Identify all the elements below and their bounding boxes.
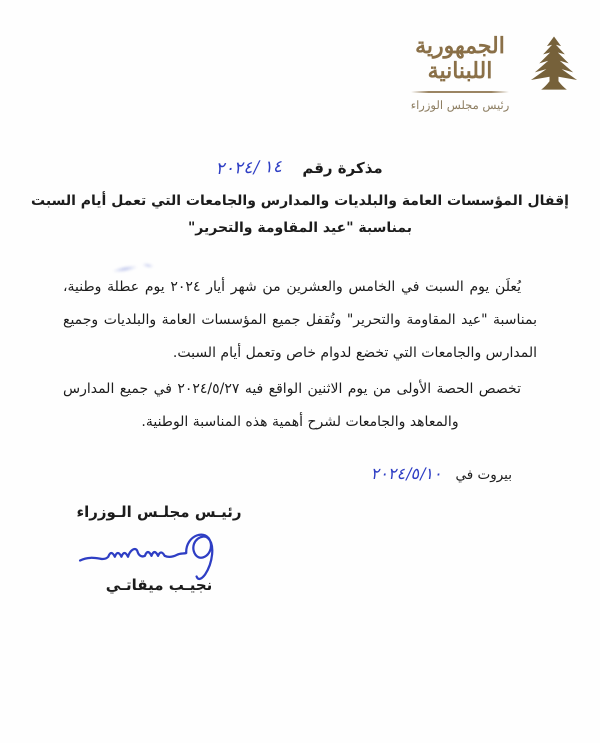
republic-name-line2: اللبنانية [427, 58, 493, 84]
memo-subject [0, 188, 600, 242]
signatory-name: نجيـب ميقاتـي [105, 576, 213, 594]
dateline [372, 464, 512, 483]
signature-block [56, 503, 262, 594]
memo-number-line [0, 158, 600, 178]
memo-label: مذكرة رقم [302, 159, 383, 177]
ink-smudge-artifact [142, 262, 155, 269]
letterhead-divider [411, 91, 509, 93]
signature-scrawl-icon [71, 522, 247, 584]
subject-line2: بمناسبة "عيد المقاومة والتحرير" [187, 220, 413, 236]
memo-number-handwritten: ٢٠٢٤/ ١٤ [215, 156, 286, 180]
republic-title-block [408, 34, 512, 112]
date-handwritten: ٢٠٢٤/٥/١٠ [370, 464, 445, 483]
body-paragraph-2: تخصص الحصة الأولى من يوم الاثنين الواقع فيه ٢٠٢٤/٥/٢٧ في جميع المدارس والمعاهد والجامعات لشرح أهمية هذه المناسبة الوطنية. [63, 381, 521, 430]
lebanese-cedar-icon [522, 28, 586, 100]
memo-body [63, 271, 537, 439]
subject-line1: إقفال المؤسسات العامة والبلديات والمدارس والجامعات التي تعمل أيام السبت [31, 193, 569, 209]
signatory-title: رئيـس مجلـس الـوزراء [76, 503, 242, 521]
letterhead [408, 16, 586, 112]
dateline-label: بيروت في [455, 467, 512, 483]
republic-name-line1: الجمهورية [415, 33, 505, 59]
body-paragraph-1: يُعلَن يوم السبت في الخامس والعشرين من شهر أيار ٢٠٢٤ يوم عطلة وطنية، بمناسبة "عيد المقاومة والتحرير" وتُقفل جميع المؤسسات العامة والبلديات وجميع المدارس والجامعات التي تخضع لدوام خاص وتعمل أيام السبت. [63, 279, 537, 361]
office-title: رئيس مجلس الوزراء [410, 98, 510, 112]
